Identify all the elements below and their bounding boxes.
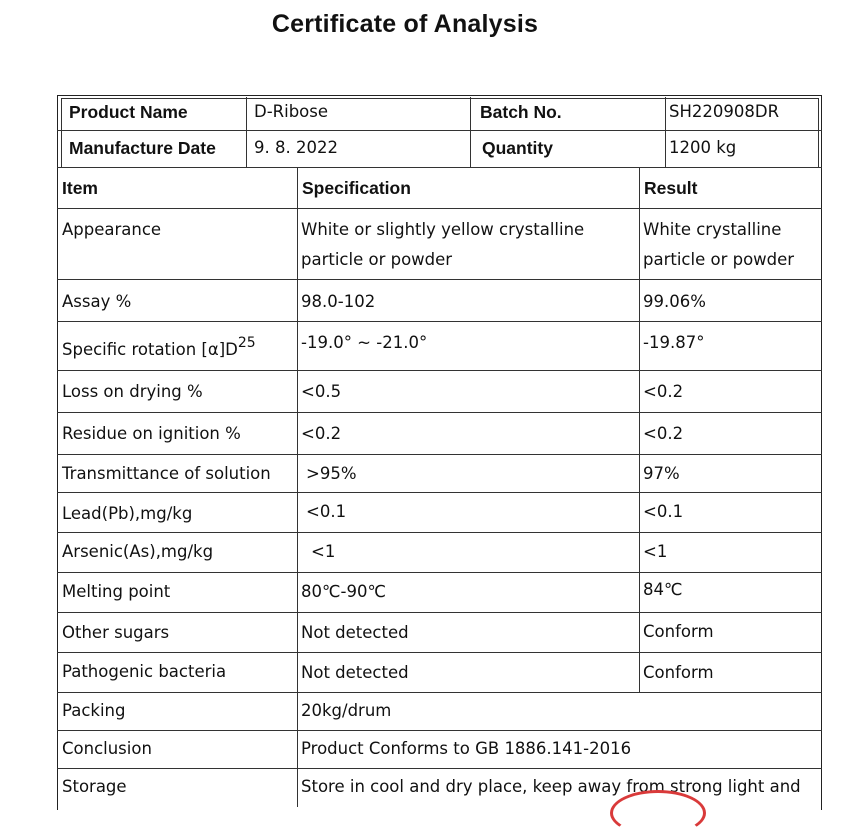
table-row-result: particle or powder: [643, 250, 795, 269]
col-divider: [246, 97, 247, 167]
company-stamp: [610, 790, 706, 836]
conclusion-value: Product Conforms to GB 1886.141-2016: [301, 739, 632, 758]
table-row-spec: <1: [311, 542, 336, 561]
row-divider: [57, 130, 822, 131]
row-divider: [57, 370, 822, 371]
manufacture-date-value: 9. 8. 2022: [254, 138, 338, 157]
table-row-item: Arsenic(As),mg/kg: [62, 542, 214, 561]
header-inner-border: [61, 98, 62, 167]
col-divider: [639, 167, 640, 692]
conclusion-label: Conclusion: [62, 739, 152, 758]
table-row-item: Transmittance of solution: [62, 464, 271, 483]
table-row-spec: <0.1: [306, 502, 347, 521]
packing-value: 20kg/drum: [301, 701, 392, 720]
row-divider: [57, 692, 822, 693]
table-row-item: Melting point: [62, 582, 171, 601]
table-row-result: <0.2: [643, 424, 684, 443]
quantity-value: 1200 kg: [669, 138, 737, 157]
table-row-item: Residue on ignition %: [62, 424, 241, 443]
col-divider: [665, 97, 666, 167]
table-row-item: Pathogenic bacteria: [62, 662, 227, 681]
batch-label: Batch No.: [480, 102, 562, 122]
header-inner-border: [818, 98, 819, 167]
row-divider: [57, 612, 822, 613]
product-name-value: D-Ribose: [254, 102, 329, 121]
row-divider: [57, 730, 822, 731]
table-row-result: 99.06%: [643, 292, 706, 311]
row-divider: [57, 492, 822, 493]
table-row-spec: 98.0-102: [301, 292, 376, 311]
row-divider: [57, 532, 822, 533]
table-row-spec: particle or powder: [301, 250, 453, 269]
table-row-item: Other sugars: [62, 623, 170, 642]
coa-table: [57, 95, 822, 810]
item-text: Specific rotation [α]D: [62, 340, 238, 359]
storage-value: Store in cool and dry place, keep away from strong light and: [301, 777, 801, 796]
table-row-item: Appearance: [62, 220, 162, 239]
table-row-item: [62, 335, 256, 365]
table-row-spec: White or slightly yellow crystalline: [301, 220, 585, 239]
table-row-result: -19.87°: [643, 333, 705, 352]
quantity-label: Quantity: [482, 138, 553, 158]
row-divider: [57, 768, 822, 769]
row-divider: [57, 412, 822, 413]
column-header-specification: Specification: [302, 178, 411, 198]
table-row-result: White crystalline: [643, 220, 782, 239]
product-name-label: Product Name: [69, 102, 188, 122]
table-row-spec: <0.2: [301, 424, 342, 443]
table-row-spec: -19.0° ~ -21.0°: [301, 333, 428, 352]
batch-value: SH220908DR: [669, 102, 780, 121]
row-divider: [57, 208, 822, 209]
table-row-result: 97%: [643, 464, 680, 483]
table-row-item: Assay %: [62, 292, 132, 311]
column-header-item: Item: [62, 178, 98, 198]
table-row-result: 84℃: [643, 580, 683, 599]
table-row-spec: <0.5: [301, 382, 342, 401]
table-row-spec: Not detected: [301, 663, 409, 682]
manufacture-date-label: Manufacture Date: [69, 138, 216, 158]
storage-label: Storage: [62, 777, 127, 796]
item-superscript: 25: [237, 335, 256, 351]
row-divider: [57, 321, 822, 322]
col-divider: [297, 167, 298, 807]
row-divider: [57, 454, 822, 455]
table-row-spec: >95%: [306, 464, 357, 483]
table-row-result: <1: [643, 542, 668, 561]
row-divider: [57, 167, 822, 168]
row-divider: [57, 652, 822, 653]
column-header-result: Result: [644, 178, 698, 198]
table-row-result: Conform: [643, 663, 714, 682]
packing-label: Packing: [62, 701, 126, 720]
table-row-spec: 80℃-90℃: [301, 582, 387, 601]
table-row-item: Lead(Pb),mg/kg: [62, 504, 193, 523]
document-title: Certificate of Analysis: [271, 10, 539, 38]
table-row-spec: Not detected: [301, 623, 409, 642]
row-divider: [57, 279, 822, 280]
table-row-result: <0.1: [643, 502, 684, 521]
col-divider: [470, 97, 471, 167]
table-row-result: Conform: [643, 622, 714, 641]
row-divider: [57, 572, 822, 573]
table-row-item: Loss on drying %: [62, 382, 203, 401]
table-row-result: <0.2: [643, 382, 684, 401]
